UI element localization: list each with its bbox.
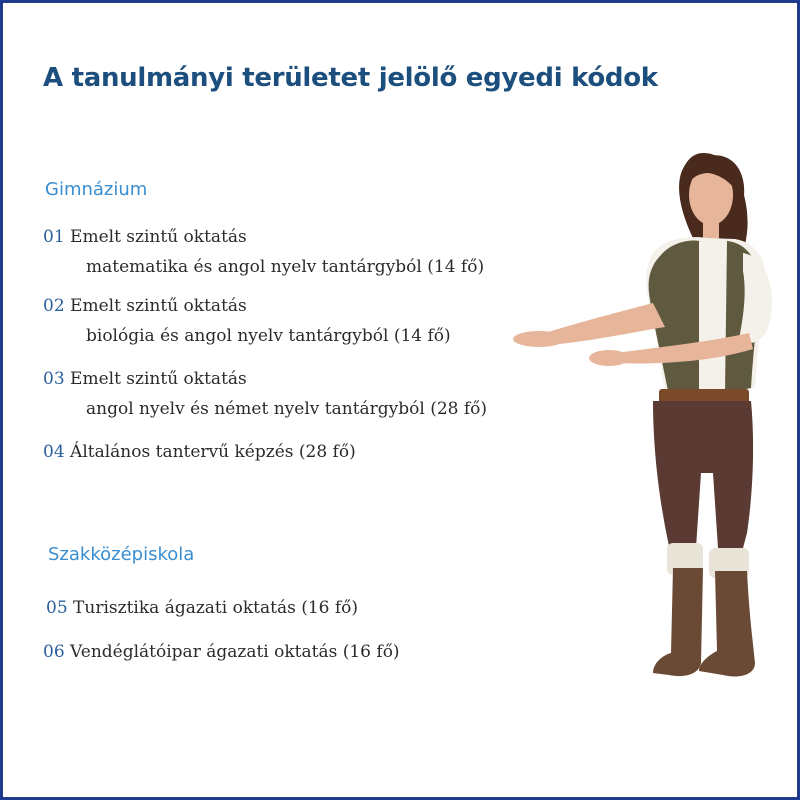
item-label: Emelt szintű oktatás [70,369,247,389]
neck-shape [703,221,719,239]
list-item [43,227,247,247]
item-label: Vendéglátóipar ágazati oktatás (16 fő) [70,642,400,662]
item-code: 05 [46,598,68,618]
page-title: A tanulmányi területet jelölő egyedi kódok [43,63,658,93]
item-label: Emelt szintű oktatás [70,296,247,316]
boot-r-shape [699,571,755,677]
hand-l-shape [513,331,565,347]
list-item [43,296,247,316]
item-code: 06 [43,642,65,662]
item-label: Általános tantervű képzés (28 fő) [70,442,356,462]
item-code: 04 [43,442,65,462]
boot-l-shape [653,568,703,676]
item-label: Turisztika ágazati oktatás (16 fő) [73,598,359,618]
item-detail: angol nyelv és német nyelv tantárgyból (28 fő) [86,399,488,419]
item-code: 02 [43,296,65,316]
item-label: Emelt szintű oktatás [70,227,247,247]
list-item [43,369,247,389]
presenting-woman-icon [503,143,793,688]
hand-r-shape [589,350,629,366]
item-code: 03 [43,369,65,389]
item-detail: biológia és angol nyelv tantárgyból (14 fő) [86,326,451,346]
pants-shape [653,401,753,563]
list-item [43,442,356,462]
section-heading-gimnazium: Gimnázium [45,179,148,200]
item-detail: matematika és angol nyelv tantárgyból (14 fő) [86,257,485,277]
list-item [46,598,358,618]
list-item [43,642,400,662]
item-code: 01 [43,227,65,247]
section-heading-szakkozepiskola: Szakközépiskola [48,544,195,565]
